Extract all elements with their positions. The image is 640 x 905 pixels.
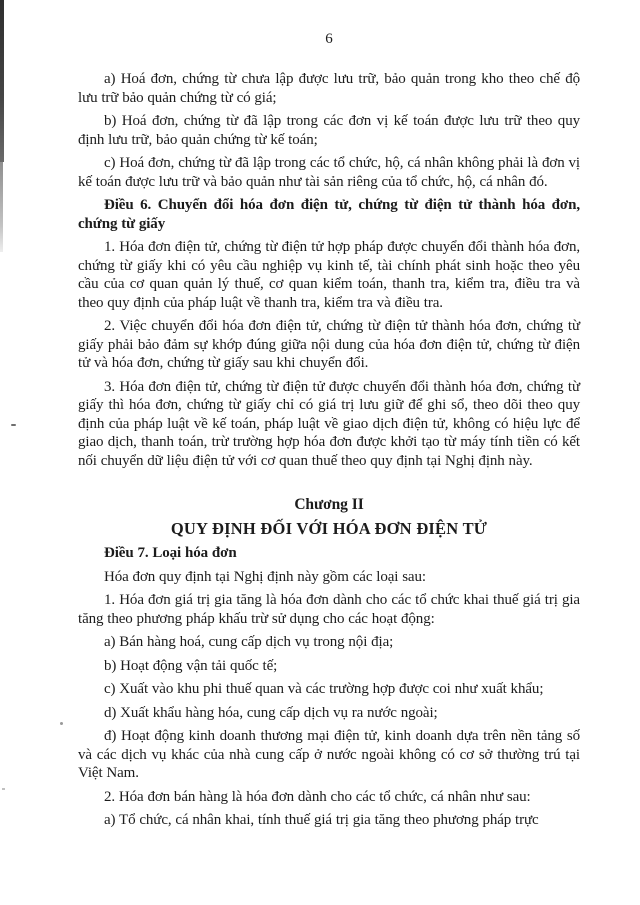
scan-speck [2, 788, 5, 790]
clause-1-item-b: b) Hoạt động vận tải quốc tế; [104, 657, 278, 674]
article-7-clause-2: 2. Hóa đơn bán hàng là hóa đơn dành cho các tổ chức, cá nhân như sau: [104, 788, 531, 805]
scan-speck [60, 722, 63, 725]
article-6-clause-1: 1. Hóa đơn điện tử, chứng từ điện tử hợp pháp được chuyển đổi thành hóa đơn, chứng từ giấy khi có yêu cầu nghiệp vụ kinh tế, tài chính phát sinh hoặc theo yêu cầu của cơ quan quản lý thuế, cơ quan kiểm toán, thanh tra, kiểm tra, điều tra và theo quy định của pháp luật về thanh tra, kiểm tra và điều tra. [78, 239, 580, 311]
page-number: 6 [325, 31, 333, 47]
article-6-clause-2: 2. Việc chuyển đổi hóa đơn điện tử, chứng từ điện tử thành hóa đơn, chứng từ giấy phải bảo đảm sự khớp đúng giữa nội dung của hóa đơn điện tử, chứng từ điện tử và hóa đơn, chứng từ giấy sau khi chuyển đổi. [78, 318, 580, 371]
clause-1-item-dd: đ) Hoạt động kinh doanh thương mại điện tử, kinh doanh dựa trên nền tảng số và các dịch vụ khác của nhà cung cấp ở nước ngoài không có cơ sở thường trú tại Việt Nam. [78, 728, 580, 781]
clause-1-item-c: c) Xuất vào khu phi thuế quan và các trường hợp được coi như xuất khẩu; [104, 681, 544, 697]
scan-edge-artifact-light [0, 162, 3, 252]
article-6-heading: Điều 6. Chuyển đổi hóa đơn điện tử, chứng từ điện tử thành hóa đơn, chứng từ giấy [78, 197, 580, 232]
paragraph-item-b: b) Hoá đơn, chứng từ đã lập trong các đơn vị kế toán được lưu trữ theo quy định lưu trữ, bảo quản chứng từ kế toán; [78, 113, 580, 148]
article-7-heading: Điều 7. Loại hóa đơn [104, 545, 237, 561]
clause-2-item-a: a) Tổ chức, cá nhân khai, tính thuế giá trị gia tăng theo phương pháp trực [104, 812, 539, 828]
scan-edge-artifact-dark [0, 0, 4, 162]
article-7-intro: Hóa đơn quy định tại Nghị định này gồm các loại sau: [104, 568, 426, 585]
document-page [78, 30, 580, 835]
clause-1-item-d: d) Xuất khẩu hàng hóa, cung cấp dịch vụ ra nước ngoài; [104, 704, 438, 721]
clause-1-item-a: a) Bán hàng hoá, cung cấp dịch vụ trong nội địa; [104, 634, 394, 650]
article-6-clause-3: 3. Hóa đơn điện tử, chứng từ điện tử được chuyển đổi thành hóa đơn, chứng từ giấy thì hóa đơn, chứng từ giấy chỉ có giá trị lưu giữ để ghi sổ, theo dõi theo quy định của pháp luật về kế toán, pháp luật về giao dịch điện tử, không có hiệu lực để giao dịch, thanh toán, trừ trường hợp hóa đơn được khởi tạo từ máy tính tiền có kết nối chuyển dữ liệu điện tử với cơ quan thuế theo quy định tại Nghị định này. [78, 378, 580, 469]
article-7-clause-1: 1. Hóa đơn giá trị gia tăng là hóa đơn dành cho các tổ chức khai thuế giá trị gia tăng theo phương pháp khấu trừ sử dụng cho các hoạt động: [78, 592, 580, 627]
paragraph-item-a: a) Hoá đơn, chứng từ chưa lập được lưu trữ, bảo quản trong kho theo chế độ lưu trữ bảo quản chứng từ có giá; [78, 71, 580, 106]
paragraph-item-c: c) Hoá đơn, chứng từ đã lập trong các tổ chức, hộ, cá nhân không phải là đơn vị kế toán được lưu trữ và bảo quản như tài sản riêng của tổ chức, hộ, cá nhân đó. [78, 155, 580, 190]
scan-speck [11, 424, 16, 426]
chapter-label: Chương II [294, 496, 364, 513]
chapter-title: QUY ĐỊNH ĐỐI VỚI HÓA ĐƠN ĐIỆN TỬ [170, 518, 488, 538]
